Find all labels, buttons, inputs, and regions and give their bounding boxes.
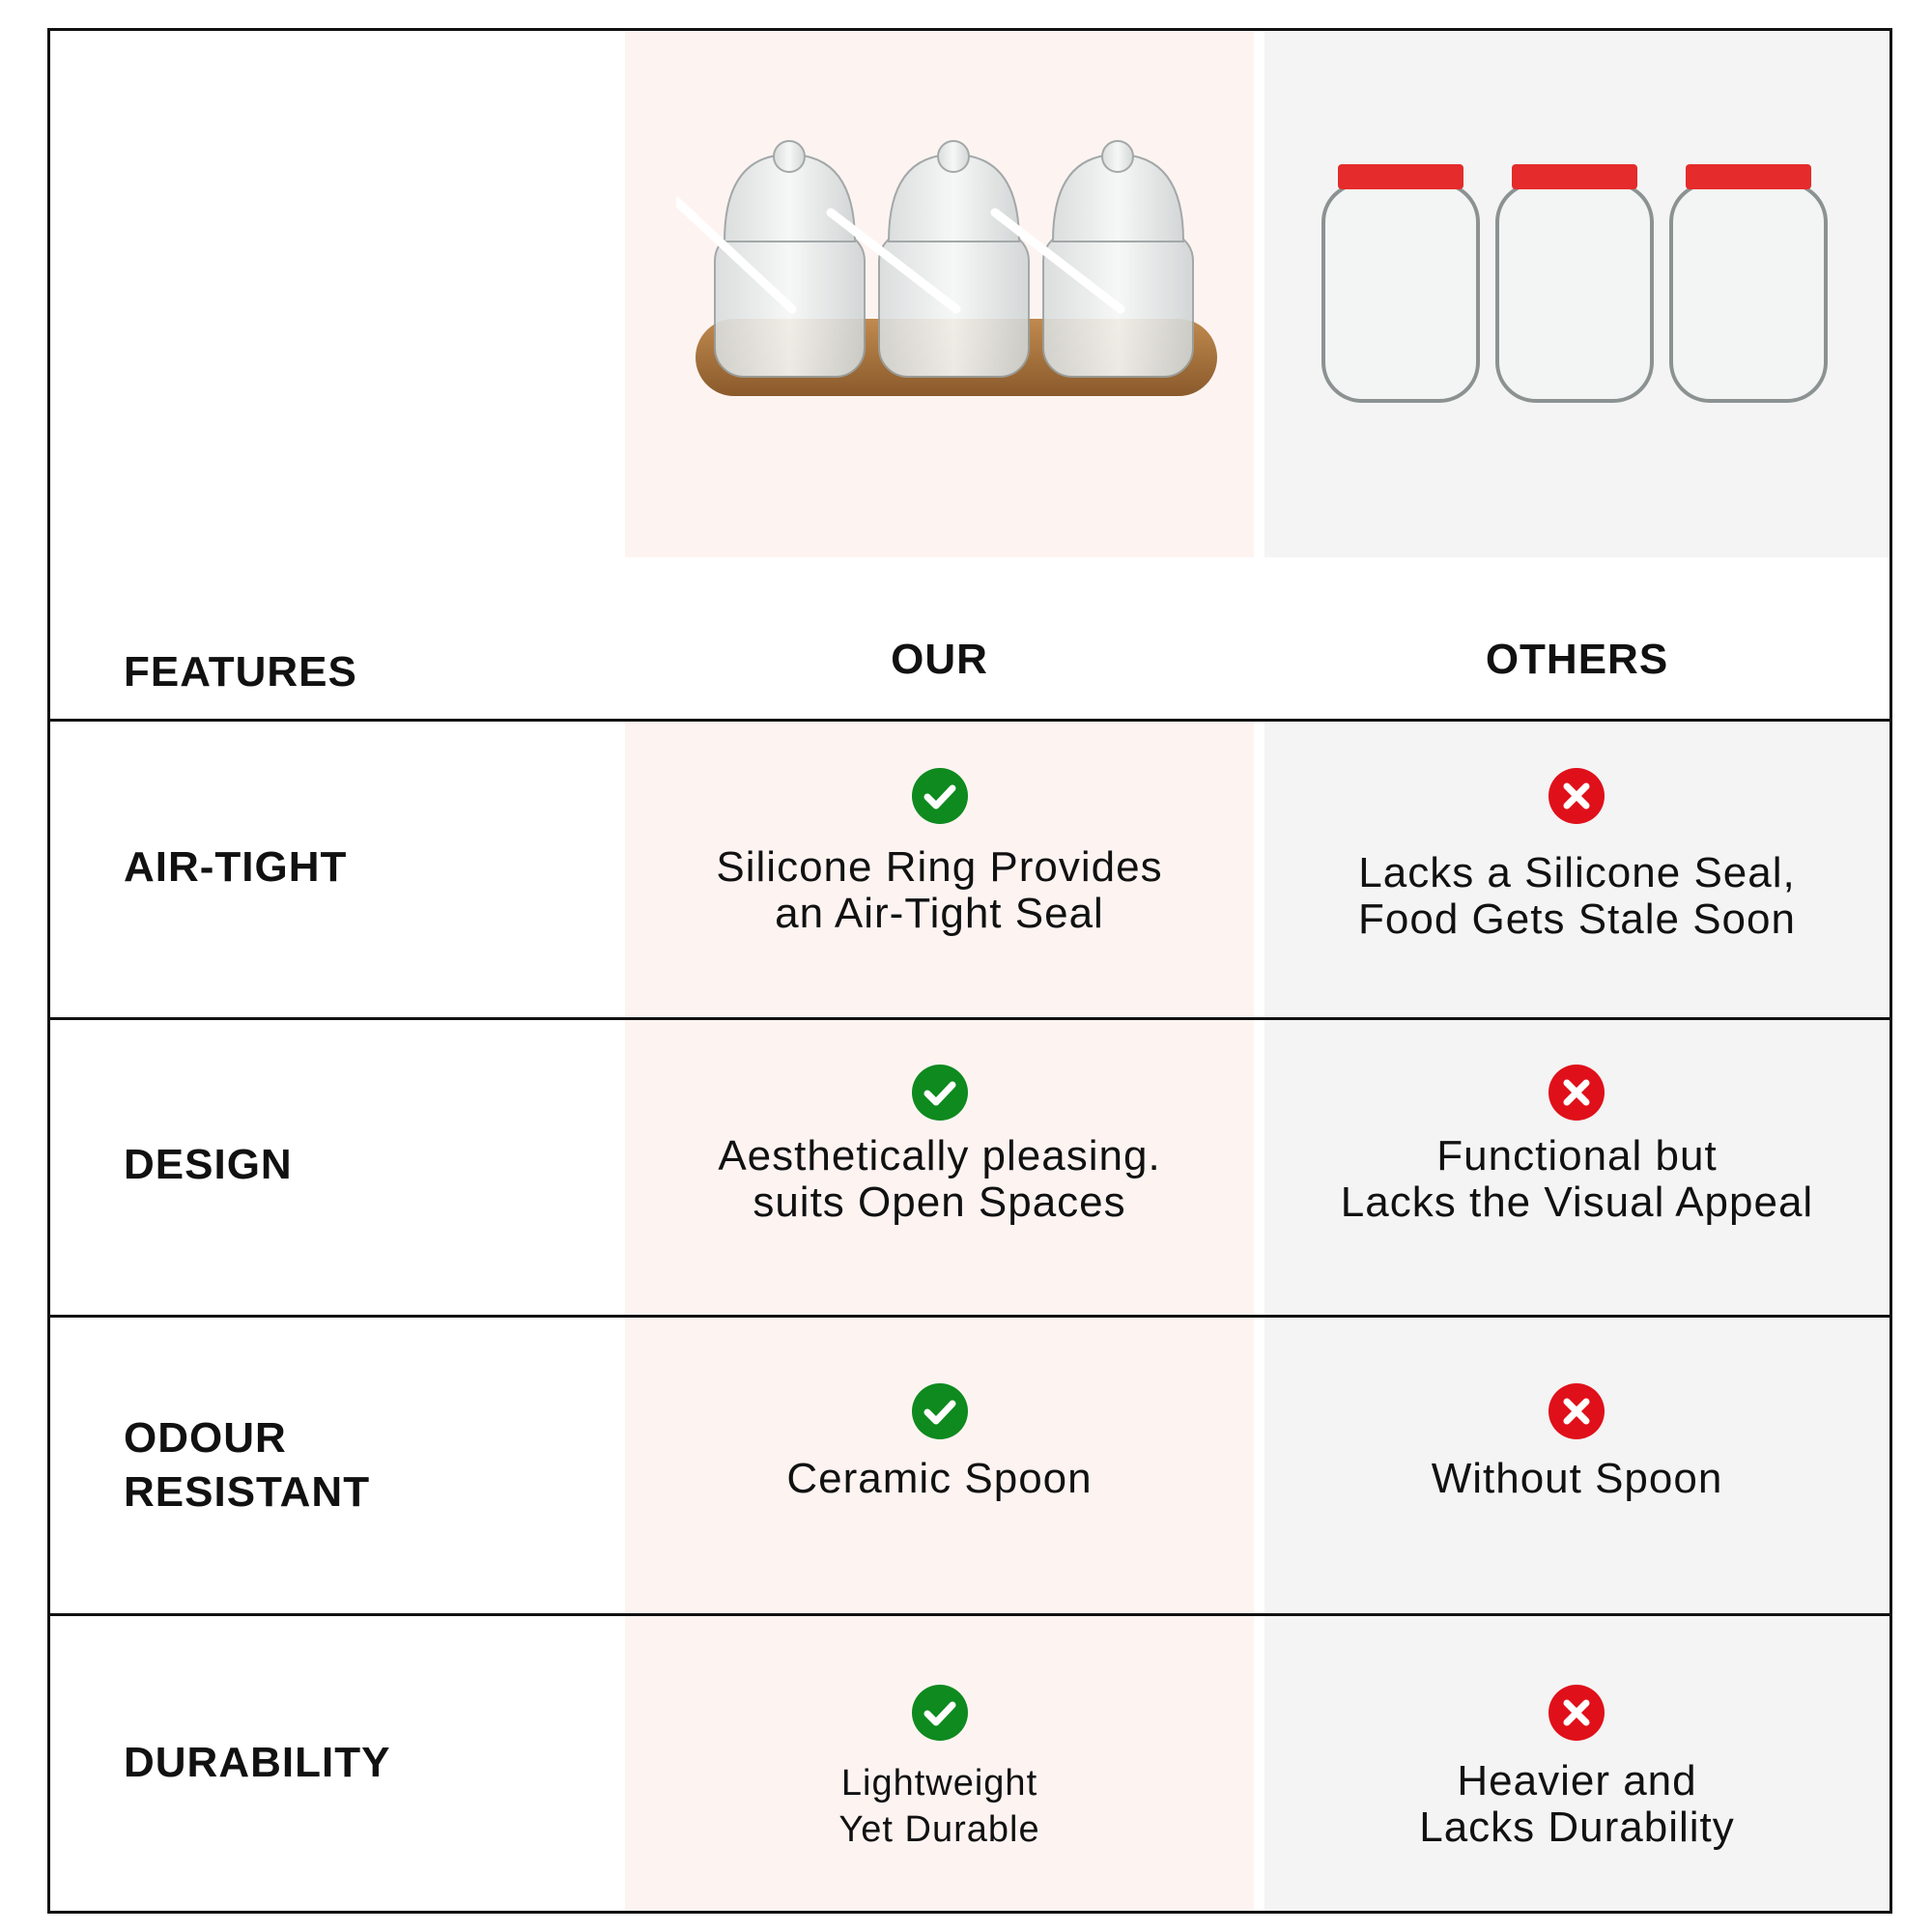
row-divider [47,1017,1892,1020]
plastic-jar [1497,164,1652,401]
feature-design: DESIGN [124,1141,293,1188]
feature-odour-resistant: ODOUR RESISTANT [124,1414,371,1516]
glass-jar [1043,141,1193,377]
our-header: OUR [891,636,988,683]
our-odour-text: Ceramic Spoon [786,1455,1093,1502]
cross-icon [1548,1065,1605,1121]
others-odour-text: Without Spoon [1431,1455,1723,1502]
others-jars-photo [1314,164,1835,415]
plastic-jar [1671,164,1826,401]
row-divider [47,1315,1892,1318]
row-divider [47,1613,1892,1616]
feature-durability: DURABILITY [124,1739,391,1786]
our-jars-photo [676,135,1227,415]
cross-icon [1548,1685,1605,1741]
plastic-jar [1323,164,1478,401]
features-header: FEATURES [124,648,357,696]
our-design-text: Aesthetically pleasing. suits Open Spaces [718,1132,1161,1226]
glass-jar [879,141,1029,377]
row-divider [47,719,1892,722]
check-icon [912,768,968,824]
others-durability-text: Heavier and Lacks Durability [1419,1757,1735,1851]
check-icon [912,1065,968,1121]
our-durability-text: Lightweight Yet Durable [838,1763,1040,1850]
cross-icon [1548,768,1605,824]
others-header: OTHERS [1485,636,1669,683]
cross-icon [1548,1383,1605,1439]
others-air-tight-text: Lacks a Silicone Seal, Food Gets Stale Soon [1358,849,1796,943]
check-icon [912,1383,968,1439]
others-design-text: Functional but Lacks the Visual Appeal [1340,1132,1814,1226]
our-air-tight-text: Silicone Ring Provides an Air-Tight Seal [716,843,1163,937]
feature-air-tight: AIR-TIGHT [124,843,348,891]
check-icon [912,1685,968,1741]
